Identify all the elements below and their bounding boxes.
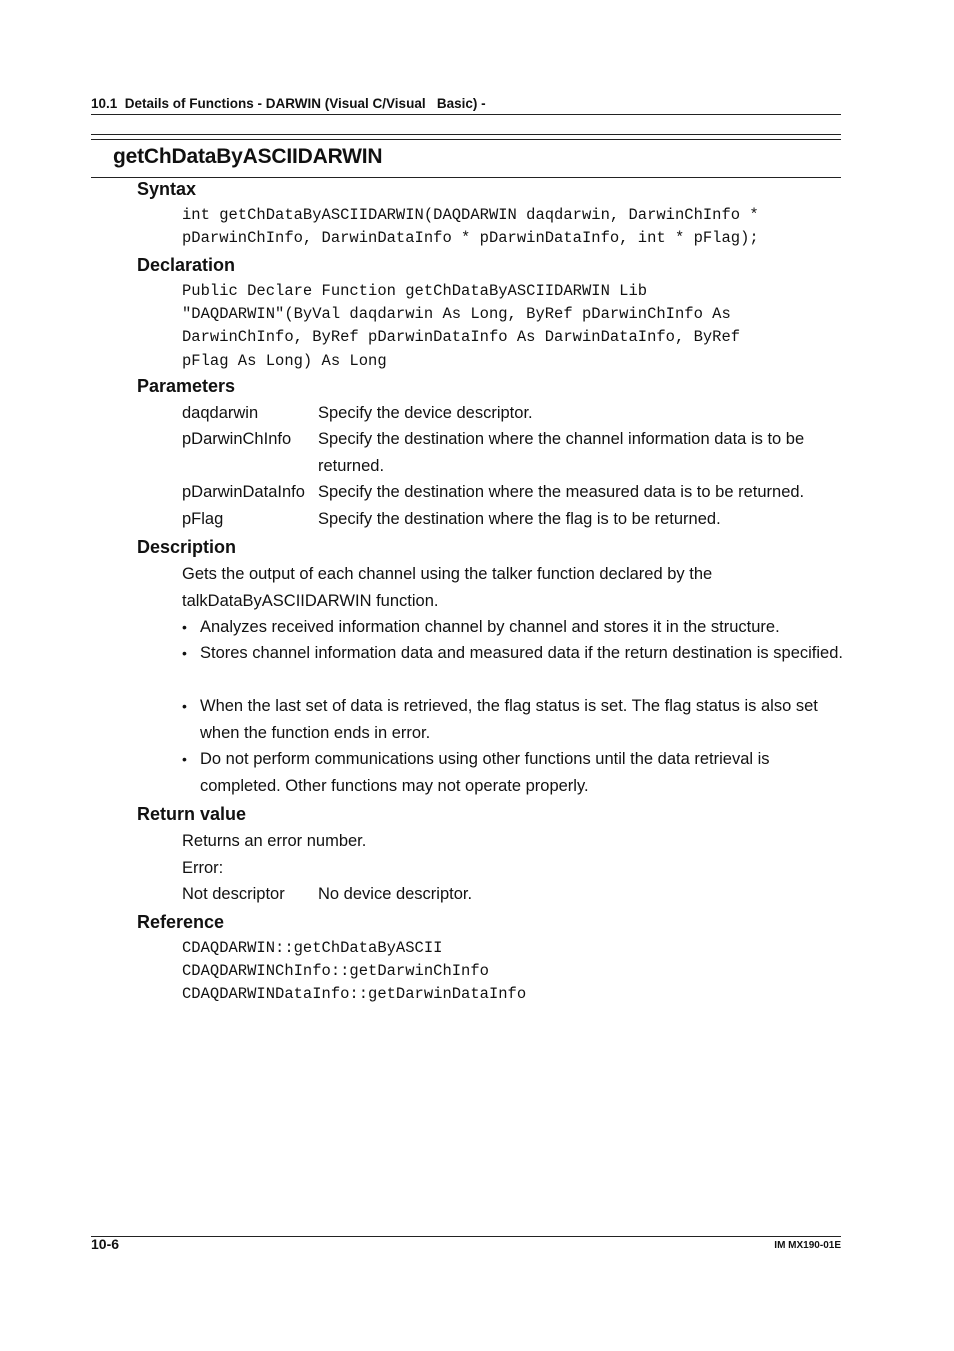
param-description: Specify the destination where the channel information data is to be returned. <box>318 430 805 475</box>
title-rule-top-2 <box>91 139 841 140</box>
document-code: IM MX190-01E <box>774 1240 841 1251</box>
description-bullet: Analyzes received information channel by channel and stores it in the structure. <box>200 618 780 636</box>
description-intro: Gets the output of each channel using the talker function declared by the talkDataByASCIIDARWIN function. <box>182 565 713 610</box>
param-description: Specify the destination where the flag is to be returned. <box>318 510 721 528</box>
syntax-heading: Syntax <box>137 179 197 199</box>
declaration-code: Public Declare Function getChDataByASCIIDARWIN Lib "DAQDARWIN"(ByVal daqdarwin As Long, ByRef pDarwinChInfo As DarwinChInfo, ByRef pDarwinDataInfo As DarwinDataInfo, ByRef pFlag As Long) As Long <box>182 282 741 370</box>
param-description: Specify the device descriptor. <box>318 404 533 422</box>
param-name: pDarwinChInfo <box>182 430 292 448</box>
footer-rule <box>91 1236 841 1237</box>
running-header: 10.1 Details of Functions - DARWIN (Visual C/Visual Basic) - <box>91 96 486 111</box>
return-value-text: Returns an error number. <box>182 832 367 850</box>
reference-code: CDAQDARWIN::getChDataByASCII CDAQDARWINChInfo::getDarwinChInfo CDAQDARWINDataInfo::getDarwinDataInfo <box>182 939 527 1004</box>
function-title: getChDataByASCIIDARWIN <box>113 145 383 168</box>
description-bullet: Stores channel information data and measured data if the return destination is specified. <box>200 644 843 662</box>
param-name: pFlag <box>182 510 224 528</box>
param-description: Specify the destination where the measured data is to be returned. <box>318 483 805 501</box>
title-rule-bottom <box>91 177 841 178</box>
syntax-code: int getChDataByASCIIDARWIN(DAQDARWIN daqdarwin, DarwinChInfo * pDarwinChInfo, DarwinDataInfo * pDarwinDataInfo, int * pFlag); <box>182 206 759 248</box>
description-bullet: Do not perform communications using other functions until the data retrieval is completed. Other functions may not operate properly. <box>200 750 770 795</box>
bullet-marker: • <box>182 619 187 635</box>
error-label: Error: <box>182 859 224 877</box>
title-rule-top <box>91 134 841 135</box>
description-heading: Description <box>137 537 237 557</box>
param-name: daqdarwin <box>182 404 259 422</box>
bullet-marker: • <box>182 698 187 714</box>
bullet-marker: • <box>182 645 187 661</box>
error-name: Not descriptor <box>182 885 285 903</box>
reference-heading: Reference <box>137 912 225 932</box>
page-number: 10-6 <box>91 1236 120 1252</box>
parameters-heading: Parameters <box>137 376 236 396</box>
error-description: No device descriptor. <box>318 885 473 903</box>
declaration-heading: Declaration <box>137 255 236 275</box>
description-bullet: When the last set of data is retrieved, the flag status is set. The flag status is also set when the function ends in error. <box>200 697 818 742</box>
header-rule <box>91 114 841 115</box>
param-name: pDarwinDataInfo <box>182 483 305 501</box>
return-value-heading: Return value <box>137 804 247 824</box>
bullet-marker: • <box>182 751 187 767</box>
